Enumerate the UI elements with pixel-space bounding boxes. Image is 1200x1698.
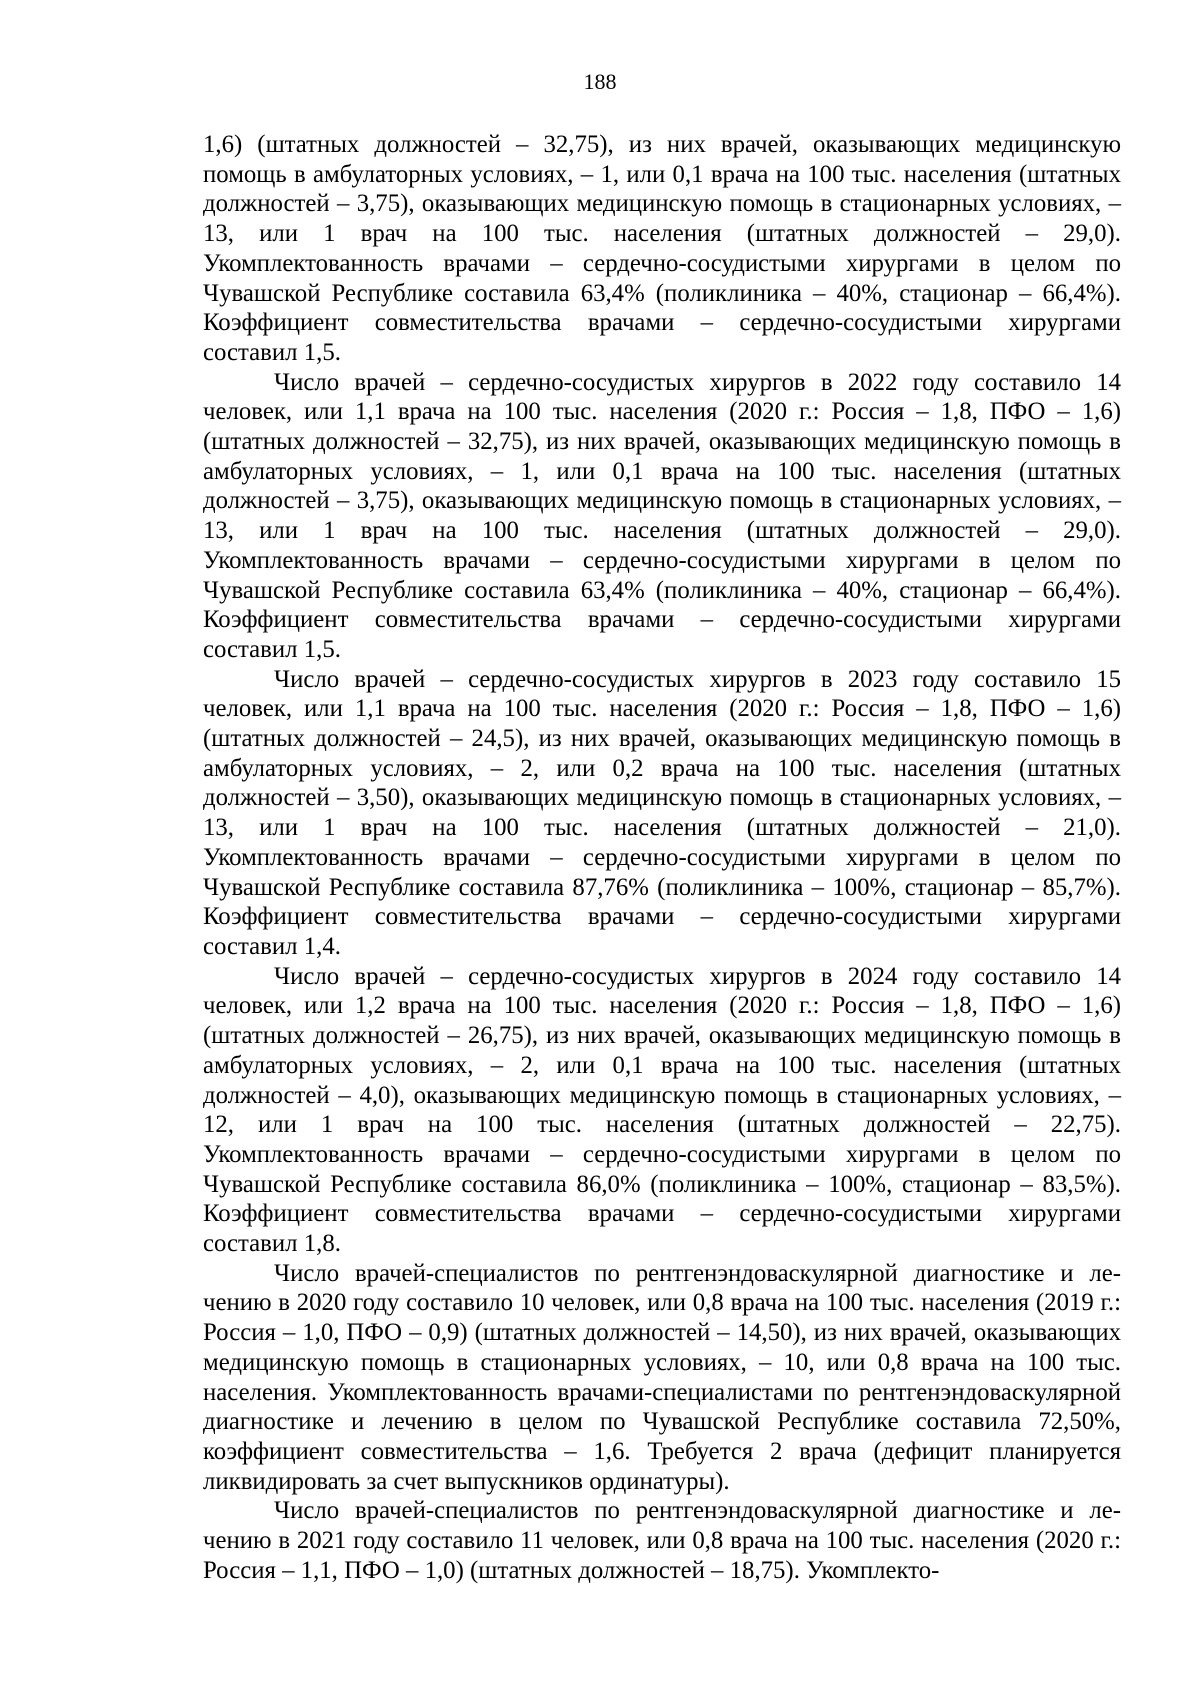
paragraph-cardio-surgeons-2023: Число врачей – сердечно-сосудистых хирургов в 2023 году составило 15 человек, или 1,1 врача на 100 тыс. населения (2020 г.: Россия – 1,8, ПФО – 1,6) (штатных должностей – 24,5), из них врачей, оказывающих медицинскую помощь в амбулаторных условиях, – 2, или 0,2 врача на 100 тыс. населения (штатных должностей – 3,50), оказывающих медицинскую помощь в стационарных условиях, – 13, или 1 врач на 100 тыс. населения (штатных должностей – 21,0). Укомплектованность врачами – сердечно-сосудистыми хирургами в целом по Чувашской Республике составила 87,76% (поликлиника – 100%, стационар – 85,7%). Коэффициент совместительства врачами – сердечно-сосудистыми хирургами составил 1,4.	[203, 665, 1121, 960]
paragraph-cardio-surgeons-2024: Число врачей – сердечно-сосудистых хирургов в 2024 году составило 14 человек, или 1,2 врача на 100 тыс. населения (2020 г.: Россия – 1,8, ПФО – 1,6) (штатных должностей – 26,75), из них врачей, оказывающих медицинскую помощь в амбулаторных условиях, – 2, или 0,1 врача на 100 тыс. населения (штатных должностей – 4,0), оказывающих медицинскую помощь в стационарных условиях, – 12, или 1 врач на 100 тыс. населения (штатных должностей – 22,75). Укомплектованность врачами – сердечно-сосудистыми хирургами в целом по Чувашской Республике составила 86,0% (поликлиника – 100%, стационар – 83,5%). Коэффициент совместительства врачами – сердечно-сосудистыми хирургами составил 1,8.	[203, 962, 1121, 1258]
page-number: 188	[583, 69, 617, 94]
paragraph-endovascular-2020: Число врачей-специалистов по рентгенэндоваскулярной диагностике и лечению в 2020 году составило 10 человек, или 0,8 врача на 100 тыс. населения (2019 г.: Россия – 1,0, ПФО – 0,9) (штатных должностей – 14,50), из них врачей, оказывающих медицинскую помощь в стационарных условиях, – 10, или 0,8 врача на 100 тыс. населения. Укомплектованность врачами-специалистами по рентгенэндоваскулярной диагностике и лечению в целом по Чувашской Республике составила 72,50%, коэффициент совместительства – 1,6. Требуется 2 врача (дефицит планируется ликвидировать за счет выпускников ординатуры).	[203, 1259, 1121, 1495]
paragraph-cardio-surgeons-2022: Число врачей – сердечно-сосудистых хирургов в 2022 году составило 14 человек, или 1,1 врача на 100 тыс. населения (2020 г.: Россия – 1,8, ПФО – 1,6) (штатных должностей – 32,75), из них врачей, оказывающих медицинскую помощь в амбулаторных условиях, – 1, или 0,1 врача на 100 тыс. населения (штатных должностей – 3,75), оказывающих медицинскую помощь в стационарных условиях, – 13, или 1 врач на 100 тыс. населения (штатных должностей – 29,0). Укомплектованность врачами – сердечно-сосудистыми хирургами в целом по Чувашской Республике составила 63,4% (поликлиника – 40%, стационар – 66,4%). Коэффициент совместительства врачами – сердечно-сосудистыми хирургами составил 1,5.	[203, 368, 1121, 663]
paragraph-endovascular-2021: Число врачей-специалистов по рентгенэндоваскулярной диагностике и лечению в 2021 году составило 11 человек, или 0,8 врача на 100 тыс. населения (2020 г.: Россия – 1,1, ПФО – 1,0) (штатных должностей – 18,75). Укомплекто-	[203, 1497, 1121, 1584]
paragraph-continuation: 1,6) (штатных должностей – 32,75), из них врачей, оказывающих медицинскую помощь в амбулаторных условиях, – 1, или 0,1 врача на 100 тыс. населения (штатных должностей – 3,75), оказывающих медицинскую помощь в стационарных условиях, – 13, или 1 врач на 100 тыс. населения (штатных должностей – 29,0). Укомплектованность врачами – сердечно-сосудистыми хирургами в целом по Чувашской Республике составила 63,4% (поликлиника – 40%, стационар – 66,4%). Коэффициент совместительства врачами – сердечно-сосудистыми хирургами составил 1,5.	[203, 131, 1121, 366]
document-body	[203, 130, 1121, 1585]
